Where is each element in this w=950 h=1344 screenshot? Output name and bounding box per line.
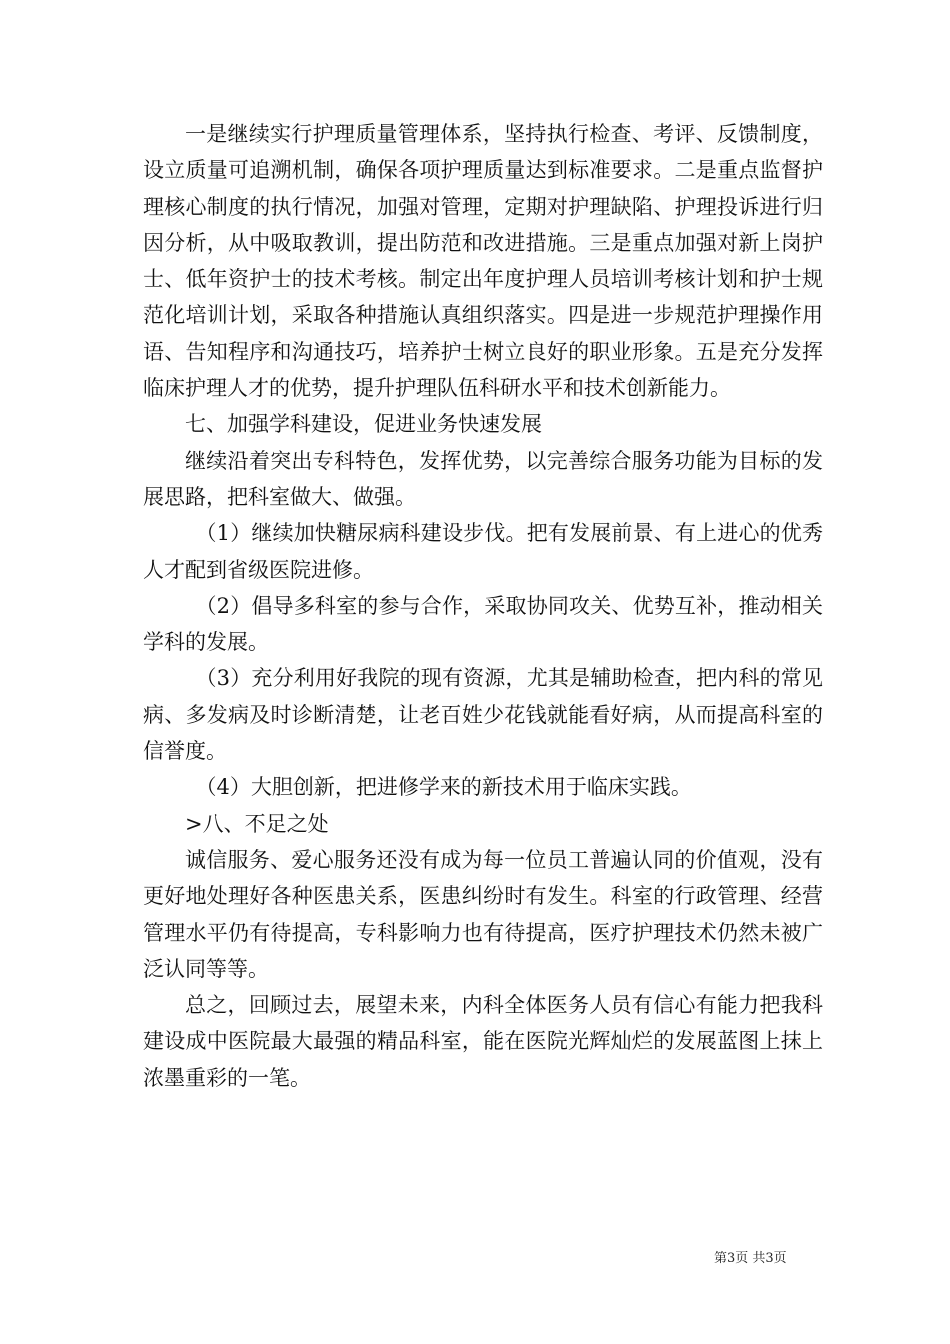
list-item-1: （1）继续加快糖尿病科建设步伐。把有发展前景、有上进心的优秀人才配到省级医院进修。 xyxy=(143,521,823,582)
paragraph-nursing-quality: 一是继续实行护理质量管理体系，坚持执行检查、考评、反馈制度，设立质量可追溯机制，确保各项护理质量达到标准要求。二是重点监督护理核心制度的执行情况，加强对管理，定期对护理缺陷、护理投诉进行归因分析，从中吸取教训，提出防范和改进措施。三是重点加强对新上岗护士、低年资护士的技术考核。制定出年度护理人员培训考核计划和护士规范化培训计划，采取各种措施认真组织落实。四是进一步规范护理操作用语、告知程序和沟通技巧，培养护士树立良好的职业形象。五是充分发挥临床护理人才的优势，提升护理队伍科研水平和技术创新能力。 xyxy=(143,122,823,401)
section-heading-8: >八、不足之处 xyxy=(185,811,329,836)
list-item-3: （3）充分利用好我院的现有资源，尤其是辅助检查，把内科的常见病、多发病及时诊断清楚，让老百姓少花钱就能看好病，从而提高科室的信誉度。 xyxy=(143,666,823,764)
document-body xyxy=(143,116,823,1096)
section-heading-7: 七、加强学科建设，促进业务快速发展 xyxy=(185,412,542,437)
list-item-2: （2）倡导多科室的参与合作，采取协同攻关、优势互补，推动相关学科的发展。 xyxy=(143,593,823,655)
paragraph-discipline-development: 继续沿着突出专科特色，发挥优势，以完善综合服务功能为目标的发展思路，把科室做大、做强。 xyxy=(143,448,823,509)
paragraph-conclusion: 总之，回顾过去，展望未来，内科全体医务人员有信心有能力把我科建设成中医院最大最强的精品科室，能在医院光辉灿烂的发展蓝图上抹上浓墨重彩的一笔。 xyxy=(143,993,823,1090)
paragraph-shortcomings: 诚信服务、爱心服务还没有成为每一位员工普遍认同的价值观，没有更好地处理好各种医患关系，医患纠纷时有发生。科室的行政管理、经营管理水平仍有待提高，专科影响力也有待提高，医疗护理技术仍然未被广泛认同等等。 xyxy=(143,847,823,981)
page-number: 第3页 共3页 xyxy=(714,1251,787,1266)
list-item-4: （4）大胆创新，把进修学来的新技术用于临床实践。 xyxy=(195,775,692,800)
